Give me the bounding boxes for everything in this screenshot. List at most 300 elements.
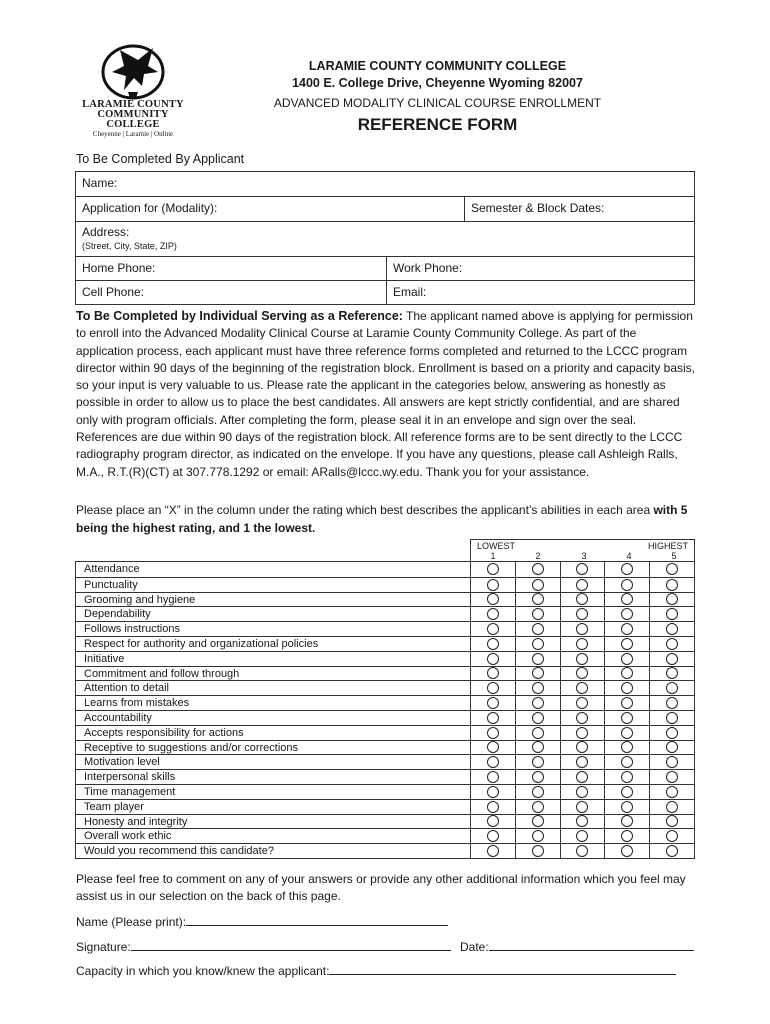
rating-cells [471,741,694,755]
rating-cells [471,637,694,651]
rating-cell-5 [649,637,694,651]
rating-radio-1[interactable] [487,801,499,813]
rating-cells [471,578,694,592]
criteria-label: Would you recommend this candidate? [76,844,471,858]
rating-radio-3[interactable] [576,667,588,679]
logo-tagline: Cheyenne | Laramie | Online [92,130,174,138]
rating-cells [471,815,694,829]
rating-cells [471,844,694,858]
rating-radio-1[interactable] [487,667,499,679]
rating-radio-2[interactable] [532,563,544,575]
rating-instructions [76,502,696,537]
rating-radio-1[interactable] [487,815,499,827]
rating-number-3: 3 [581,551,587,561]
rating-radio-3[interactable] [576,741,588,753]
rating-cells [471,681,694,695]
rating-cell-2 [515,741,560,755]
rating-number-4: 4 [626,551,632,561]
criteria-label: Initiative [76,652,471,666]
lowest-label: LOWEST [477,541,516,551]
criteria-row [76,562,694,577]
cell-phone-label: Cell Phone: [82,285,145,299]
rating-instructions-bold: with 5 being the highest rating, and 1 the lowest. [76,503,688,535]
rating-cells [471,785,694,799]
rating-radio-5[interactable] [666,682,678,694]
signature-input[interactable] [131,938,451,951]
rating-cell-3 [560,829,605,843]
rating-cell-2 [515,711,560,725]
work-phone-label: Work Phone: [393,261,463,275]
rating-cell-2 [515,593,560,607]
rating-cell-4 [604,681,649,695]
capacity-line [76,962,676,978]
rating-cell-1 [471,829,515,843]
rating-radio-3[interactable] [576,653,588,665]
rating-radio-1[interactable] [487,712,499,724]
rating-cell-5 [649,667,694,681]
rating-radio-2[interactable] [532,741,544,753]
logo-line-1: LARAMIE COUNTY [82,99,184,110]
address-label: Address: [82,225,130,239]
rating-cell-2 [515,755,560,769]
rating-radio-3[interactable] [576,801,588,813]
rating-cell-4 [604,607,649,621]
rating-radio-2[interactable] [532,756,544,768]
modality-field[interactable] [76,197,464,221]
rating-cell-5 [649,785,694,799]
rating-radio-3[interactable] [576,608,588,620]
reference-instructions [76,308,696,481]
home-phone-field[interactable] [76,257,386,280]
rating-radio-3[interactable] [576,623,588,635]
rating-cell-5 [649,726,694,740]
rating-cell-4 [604,622,649,636]
rating-radio-2[interactable] [532,697,544,709]
rating-cell-3 [560,815,605,829]
date-label: Date: [460,940,489,954]
reference-body: The applicant named above is applying for permission to enroll into the Advanced Modality Clinical Course at Laramie County Community College. As part of the application process, each applicant must have three reference forms completed and returned to the LCCC program director within 90 days of the beginning of the registration block. Enrollment is based on a priority and capacity basis, so your input is very valuable to us. Please rate the applicant in the categories below, answering as honestly as possible in order to allow us to place the best candidates. All answers are kept strictly confidential, and are shared only with program officials. After completing the form, please seal it in an envelope and sign over the seal. References are due within 90 days of the registration block. All reference forms are to be sent directly to the LCCC radiography program director, as indicated on the envelope. If you have any questions, please call Ashleigh Ralls, M.A., R.T.(R)(CT) at 307.778.1292 or email: ARalls@lccc.wy.edu. Thank you for your assistance. [76,309,696,479]
rating-cell-4 [604,726,649,740]
rating-radio-4[interactable] [621,638,633,650]
rating-cell-4 [604,755,649,769]
rating-radio-1[interactable] [487,563,499,575]
rating-radio-4[interactable] [621,623,633,635]
rating-cell-4 [604,785,649,799]
rating-radio-2[interactable] [532,593,544,605]
rating-cell-2 [515,829,560,843]
criteria-label: Grooming and hygiene [76,593,471,607]
rating-cell-5 [649,607,694,621]
rating-cell-5 [649,800,694,814]
rating-cell-4 [604,652,649,666]
name-field[interactable] [76,172,694,196]
rating-cell-3 [560,785,605,799]
date-line [460,938,694,954]
rating-radio-4[interactable] [621,653,633,665]
applicant-section-heading: To Be Completed By Applicant [76,152,245,166]
rating-radio-4[interactable] [621,830,633,842]
work-phone-field[interactable] [386,257,694,280]
criteria-row [76,754,694,769]
rating-radio-5[interactable] [666,623,678,635]
rating-radio-5[interactable] [666,815,678,827]
rating-cell-3 [560,562,605,577]
rating-cell-1 [471,755,515,769]
rating-cell-5 [649,652,694,666]
rating-radio-5[interactable] [666,579,678,591]
rating-radio-2[interactable] [532,786,544,798]
rating-radio-4[interactable] [621,845,633,857]
course-title: ADVANCED MODALITY CLINICAL COURSE ENROLLMENT [273,96,602,110]
rating-cell-2 [515,637,560,651]
rating-cell-1 [471,785,515,799]
rating-cell-2 [515,844,560,858]
criteria-label: Learns from mistakes [76,696,471,710]
rating-radio-1[interactable] [487,727,499,739]
rating-cell-2 [515,770,560,784]
rating-radio-5[interactable] [666,697,678,709]
criteria-label: Commitment and follow through [76,667,471,681]
rating-radio-4[interactable] [621,682,633,694]
criteria-rating-table [75,561,695,859]
rating-radio-2[interactable] [532,771,544,783]
criteria-row [76,740,694,755]
rating-cell-4 [604,562,649,577]
rating-radio-5[interactable] [666,712,678,724]
form-header [250,58,625,136]
rating-cell-1 [471,607,515,621]
rating-radio-3[interactable] [576,786,588,798]
rating-cell-5 [649,829,694,843]
criteria-row [76,710,694,725]
rating-cells [471,593,694,607]
rating-radio-4[interactable] [621,756,633,768]
semester-field[interactable] [464,197,694,221]
criteria-label: Punctuality [76,578,471,592]
criteria-row [76,799,694,814]
criteria-label: Overall work ethic [76,829,471,843]
rating-radio-5[interactable] [666,653,678,665]
rating-cell-4 [604,637,649,651]
rating-radio-5[interactable] [666,801,678,813]
rating-cell-4 [604,800,649,814]
rating-cell-2 [515,578,560,592]
rating-cell-2 [515,815,560,829]
rating-cell-1 [471,652,515,666]
rating-radio-1[interactable] [487,682,499,694]
criteria-row [76,814,694,829]
rating-cell-2 [515,785,560,799]
rating-cell-3 [560,667,605,681]
rating-cell-5 [649,622,694,636]
rating-radio-5[interactable] [666,830,678,842]
rating-cell-2 [515,562,560,577]
rating-radio-2[interactable] [532,623,544,635]
logo-line-2: COMMUNITY COLLEGE [97,109,169,130]
rating-cell-2 [515,607,560,621]
rating-radio-4[interactable] [621,563,633,575]
rating-cell-1 [471,578,515,592]
rating-radio-1[interactable] [487,653,499,665]
rating-cell-5 [649,815,694,829]
criteria-label: Attention to detail [76,681,471,695]
rating-cell-5 [649,711,694,725]
rating-cells [471,755,694,769]
rating-cell-4 [604,815,649,829]
highest-label: HIGHEST [647,541,688,551]
rating-cell-3 [560,578,605,592]
rating-cell-1 [471,637,515,651]
rating-radio-4[interactable] [621,667,633,679]
rating-cell-1 [471,711,515,725]
rating-cell-1 [471,593,515,607]
rating-cell-3 [560,711,605,725]
criteria-label: Follows instructions [76,622,471,636]
applicant-info-table [75,171,695,305]
signature-label: Signature: [76,940,131,954]
rating-radio-1[interactable] [487,830,499,842]
rating-cell-3 [560,607,605,621]
rating-radio-4[interactable] [621,771,633,783]
rating-cell-3 [560,726,605,740]
rating-radio-4[interactable] [621,593,633,605]
rating-radio-3[interactable] [576,830,588,842]
criteria-row [76,636,694,651]
rating-cell-5 [649,593,694,607]
rating-radio-2[interactable] [532,579,544,591]
rating-cells [471,696,694,710]
capacity-input[interactable] [329,962,676,975]
email-label: Email: [393,285,427,299]
rating-cell-1 [471,622,515,636]
rating-cells [471,770,694,784]
rating-radio-5[interactable] [666,741,678,753]
cell-phone-field[interactable] [76,281,386,304]
rating-radio-2[interactable] [532,815,544,827]
rating-radio-2[interactable] [532,608,544,620]
rating-radio-3[interactable] [576,593,588,605]
rating-radio-3[interactable] [576,697,588,709]
rating-radio-2[interactable] [532,727,544,739]
rating-cell-2 [515,622,560,636]
rating-cells [471,652,694,666]
rating-radio-1[interactable] [487,579,499,591]
rating-radio-1[interactable] [487,623,499,635]
modality-label: Application for (Modality): [82,201,218,215]
rating-radio-5[interactable] [666,727,678,739]
rating-radio-1[interactable] [487,741,499,753]
rating-radio-2[interactable] [532,638,544,650]
criteria-row [76,843,694,858]
criteria-row [76,725,694,740]
rating-radio-5[interactable] [666,638,678,650]
rating-cell-3 [560,593,605,607]
rating-radio-3[interactable] [576,815,588,827]
criteria-row [76,695,694,710]
criteria-row [76,666,694,681]
rating-cells [471,711,694,725]
email-field[interactable] [386,281,694,304]
criteria-row [76,828,694,843]
rating-cell-1 [471,770,515,784]
rating-cells [471,726,694,740]
college-logo [74,42,192,139]
rating-instructions-text: Please place an “X” in the column under the rating which best describes the applicant’s abilities in each area [76,503,654,517]
criteria-label: Receptive to suggestions and/or corrections [76,741,471,755]
rating-radio-5[interactable] [666,786,678,798]
rating-cell-5 [649,844,694,858]
rating-radio-3[interactable] [576,712,588,724]
rating-cell-4 [604,711,649,725]
rating-cell-4 [604,770,649,784]
rating-cell-5 [649,770,694,784]
criteria-label: Attendance [76,562,471,577]
rating-radio-5[interactable] [666,845,678,857]
rating-radio-1[interactable] [487,638,499,650]
rating-radio-4[interactable] [621,712,633,724]
rating-cell-4 [604,667,649,681]
criteria-row [76,577,694,592]
print-name-label: Name (Please print): [76,915,187,929]
rating-radio-3[interactable] [576,579,588,591]
college-name: LARAMIE COUNTY COMMUNITY COLLEGE [308,59,567,73]
rating-radio-1[interactable] [487,593,499,605]
print-name-input[interactable] [186,913,448,926]
criteria-label: Interpersonal skills [76,770,471,784]
rating-cell-2 [515,652,560,666]
rating-cell-5 [649,562,694,577]
rating-radio-4[interactable] [621,801,633,813]
rating-radio-5[interactable] [666,756,678,768]
date-input[interactable] [489,938,694,951]
rating-cell-3 [560,755,605,769]
rating-cell-1 [471,844,515,858]
rating-radio-2[interactable] [532,801,544,813]
rating-cell-5 [649,578,694,592]
rating-cell-2 [515,681,560,695]
rating-cell-5 [649,741,694,755]
criteria-row [76,769,694,784]
rating-radio-1[interactable] [487,845,499,857]
criteria-label: Accountability [76,711,471,725]
rating-radio-3[interactable] [576,638,588,650]
rating-radio-3[interactable] [576,771,588,783]
rating-cells [471,800,694,814]
criteria-label: Accepts responsibility for actions [76,726,471,740]
reference-lead: To Be Completed by Individual Serving as a Reference: [76,309,403,323]
rating-cell-1 [471,741,515,755]
rating-radio-5[interactable] [666,771,678,783]
rating-cell-1 [471,800,515,814]
form-title: REFERENCE FORM [357,115,518,134]
rating-cells [471,607,694,621]
rating-radio-5[interactable] [666,563,678,575]
rating-cell-3 [560,770,605,784]
criteria-row [76,651,694,666]
college-address: 1400 E. College Drive, Cheyenne Wyoming 82007 [292,76,583,90]
rating-cells [471,829,694,843]
semester-label: Semester & Block Dates: [471,201,605,215]
rating-radio-5[interactable] [666,667,678,679]
rating-cell-3 [560,637,605,651]
rating-radio-2[interactable] [532,845,544,857]
rating-cells [471,622,694,636]
print-name-line [76,913,448,929]
rating-radio-1[interactable] [487,756,499,768]
rating-cell-1 [471,667,515,681]
criteria-label: Motivation level [76,755,471,769]
rating-radio-4[interactable] [621,815,633,827]
rating-radio-1[interactable] [487,697,499,709]
rating-radio-4[interactable] [621,579,633,591]
rating-cell-2 [515,726,560,740]
home-phone-label: Home Phone: [82,261,156,275]
rating-radio-5[interactable] [666,608,678,620]
rating-radio-3[interactable] [576,727,588,739]
rating-cell-5 [649,755,694,769]
criteria-row [76,606,694,621]
rating-cell-1 [471,681,515,695]
rating-radio-2[interactable] [532,830,544,842]
rating-cell-1 [471,815,515,829]
rating-cell-4 [604,593,649,607]
rating-radio-4[interactable] [621,741,633,753]
rating-radio-4[interactable] [621,697,633,709]
rating-cell-5 [649,681,694,695]
name-label: Name: [82,176,118,190]
capacity-label: Capacity in which you know/knew the applicant: [76,964,330,978]
rating-radio-2[interactable] [532,712,544,724]
rating-cell-3 [560,800,605,814]
rating-cell-1 [471,696,515,710]
rating-cells [471,667,694,681]
rating-radio-3[interactable] [576,682,588,694]
rating-radio-1[interactable] [487,771,499,783]
rating-radio-4[interactable] [621,786,633,798]
address-hint: (Street, City, State, ZIP) [82,241,177,251]
rating-radio-4[interactable] [621,727,633,739]
rating-radio-3[interactable] [576,756,588,768]
rating-cell-3 [560,622,605,636]
rating-cell-1 [471,562,515,577]
rating-radio-1[interactable] [487,786,499,798]
rating-radio-3[interactable] [576,845,588,857]
rating-radio-3[interactable] [576,563,588,575]
criteria-row [76,592,694,607]
rating-radio-2[interactable] [532,667,544,679]
rating-cell-4 [604,578,649,592]
rating-cell-4 [604,696,649,710]
criteria-label: Honesty and integrity [76,815,471,829]
address-field[interactable] [76,222,694,256]
criteria-label: Team player [76,800,471,814]
rating-radio-4[interactable] [621,608,633,620]
rating-scale-header [470,539,695,561]
rating-radio-2[interactable] [532,653,544,665]
signature-line [76,938,451,954]
rating-cell-3 [560,681,605,695]
rating-radio-1[interactable] [487,608,499,620]
rating-cell-3 [560,741,605,755]
rating-cell-5 [649,696,694,710]
rating-radio-2[interactable] [532,682,544,694]
rating-cell-3 [560,652,605,666]
rating-cell-2 [515,667,560,681]
eagle-logo-icon [98,42,168,100]
rating-cell-1 [471,726,515,740]
rating-radio-5[interactable] [666,593,678,605]
rating-number-5: 5 [671,551,677,561]
